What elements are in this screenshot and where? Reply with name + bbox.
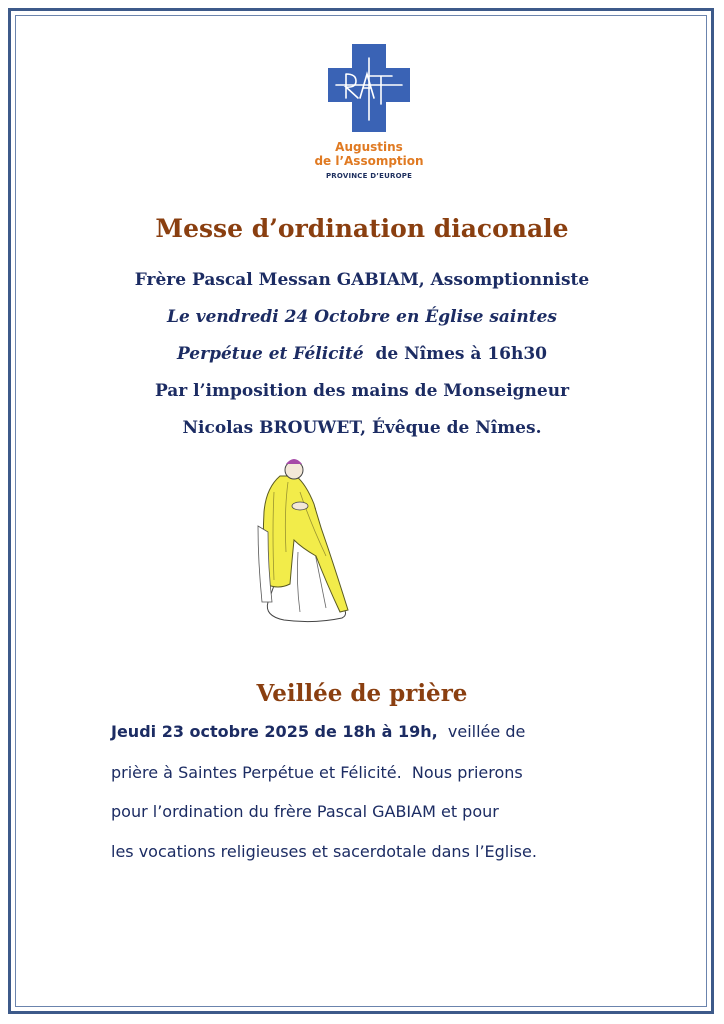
church-line <box>0 344 724 364</box>
bishop-line-2: Nicolas BROUWET, Évêque de Nîmes. <box>182 418 542 438</box>
date-line: Le vendredi 24 Octobre en Église saintes <box>167 307 557 327</box>
church-name: Perpétue et Félicité <box>176 344 364 364</box>
logo-text-augustins: Augustins <box>335 140 403 154</box>
cross-emblem-icon <box>310 38 428 138</box>
vigil-line-2: prière à Saintes Perpétue et Félicité. Nous prierons <box>111 763 523 782</box>
ordinand-line: Frère Pascal Messan GABIAM, Assomptionniste <box>134 270 590 290</box>
vigil-line-3: pour l’ordination du frère Pascal GABIAM et pour <box>111 802 499 821</box>
assumptionists-logo <box>310 38 428 188</box>
vigil-date-time: Jeudi 23 octobre 2025 de 18h à 19h, <box>111 722 438 741</box>
vigil-title: Veillée de prière <box>256 680 468 707</box>
church-place-time: de Nîmes à 16h30 <box>363 344 548 364</box>
logo-text-assomption: de l’Assomption <box>314 154 424 168</box>
page-title: Messe d’ordination diaconale <box>155 214 569 243</box>
bishop-line-1: Par l’imposition des mains de Monseigneur <box>154 381 570 401</box>
ordination-illustration <box>244 452 354 630</box>
vigil-line-4: les vocations religieuses et sacerdotale dans l’Eglise. <box>111 842 537 861</box>
vigil-label: veillée de <box>437 722 526 741</box>
logo-text-province: PROVINCE D’EUROPE <box>325 172 413 180</box>
vigil-line-1 <box>111 722 651 741</box>
